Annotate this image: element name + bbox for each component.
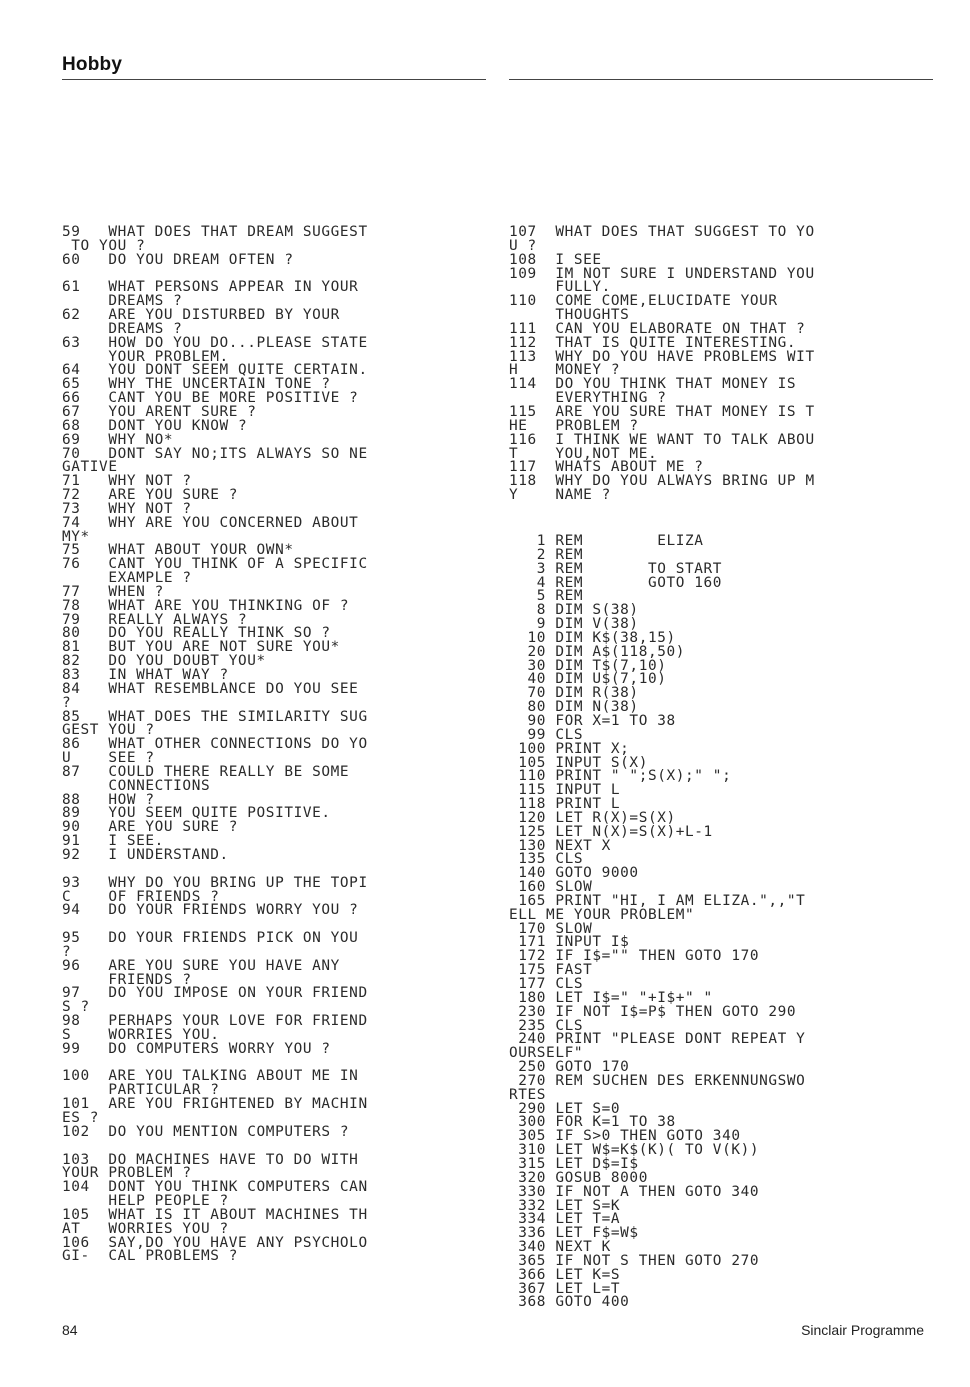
magazine-name: Sinclair Programme xyxy=(801,1322,924,1338)
listing-right-column-top: 107 WHAT DOES THAT SUGGEST TO YO U ? 108 I SEE 109 IM NOT SURE I UNDERSTAND YOU FULLY. 110 COME COME,ELUCIDATE YOUR THOUGHTS 111 CAN YOU ELABORATE ON THAT ? 112 THAT IS QUITE INTERESTING. 113 WHY DO YOU HAVE PROBLEMS WIT H MONEY ? 114 DO YOU THINK THAT MONEY IS EVERYTHING ? 115 ARE YOU SURE THAT MONEY IS T HE PROBLEM ? 116 I THINK WE WANT TO TALK ABOU T YOU,NOT ME. 117 WHATS ABOUT ME ? 118 WHY DO YOU ALWAYS BRING UP M Y NAME ? xyxy=(509,224,815,504)
header-rule-left xyxy=(62,79,486,80)
page-number: 84 xyxy=(62,1322,78,1338)
header-rule-right xyxy=(509,79,933,80)
listing-right-column-bottom: 1 REM ELIZA 2 REM 3 REM TO START 4 REM GOTO 160 5 REM 8 DIM S(38) 9 DIM V(38) 10 DIM K$(38,15) 20 DIM A$(118,50) 30 DIM T$(7,10) 40 DIM U$(7,10) 70 DIM R(38) 80 DIM N(38) 90 FOR X=1 TO 38 99 CLS 100 PRINT X; 105 INPUT S(X) 110 PRINT " ";S(X);" "; 115 INPUT L 118 PRINT L 120 LET R(X)=S(X) 125 LET N(X)=S(X)+L-1 130 NEXT X 135 CLS 140 GOTO 9000 160 SLOW 165 PRINT "HI, I AM ELIZA.",,"T ELL ME YOUR PROBLEM" 170 SLOW 171 INPUT I$ 172 IF I$="" THEN GOTO 170 175 FAST 177 CLS 180 LET I$=" "+I$+" " 230 IF NOT I$=P$ THEN GOTO 290 235 CLS 240 PRINT "PLEASE DONT REPEAT Y OURSELF" 250 GOTO 170 270 REM SUCHEN DES ERKENNUNGSWO RTES 290 LET S=0 300 FOR K=1 TO 38 305 IF S>0 THEN GOTO 340 310 LET W$=K$(K)( TO V(K)) 315 LET D$=I$ 320 GOSUB 8000 330 IF NOT A THEN GOTO 340 332 LET S=K 334 LET T=A 336 LET F$=W$ 340 NEXT K 365 IF NOT S THEN GOTO 270 366 LET K=S 367 LET L=T 368 GOTO 400 xyxy=(509,533,806,1311)
listing-left-column: 59 WHAT DOES THAT DREAM SUGGEST TO YOU ? 60 DO YOU DREAM OFTEN ? 61 WHAT PERSONS APPEAR IN YOUR DREAMS ? 62 ARE YOU DISTURBED BY YOUR DREAMS ? 63 HOW DO YOU DO...PLEASE STATE YOUR PROBLEM. 64 YOU DONT SEEM QUITE CERTAIN. 65 WHY THE UNCERTAIN TONE ? 66 CANT YOU BE MORE POSITIVE ? 67 YOU ARENT SURE ? 68 DONT YOU KNOW ? 69 WHY NO* 70 DONT SAY NO;ITS ALWAYS SO NE GATIVE 71 WHY NOT ? 72 ARE YOU SURE ? 73 WHY NOT ? 74 WHY ARE YOU CONCERNED ABOUT MY* 75 WHAT ABOUT YOUR OWN* 76 CANT YOU THINK OF A SPECIFIC EXAMPLE ? 77 WHEN ? 78 WHAT ARE YOU THINKING OF ? 79 REALLY ALWAYS ? 80 DO YOU REALLY THINK SO ? 81 BUT YOU ARE NOT SURE YOU* 82 DO YOU DOUBT YOU* 83 IN WHAT WAY ? 84 WHAT RESEMBLANCE DO YOU SEE ? 85 WHAT DOES THE SIMILARITY SUG GEST YOU ? 86 WHAT OTHER CONNECTIONS DO YO U SEE ? 87 COULD THERE REALLY BE SOME CONNECTIONS 88 HOW ? 89 YOU SEEM QUITE POSITIVE. 90 ARE YOU SURE ? 91 I SEE. 92 I UNDERSTAND. 93 WHY DO YOU BRING UP THE TOPI C OF FRIENDS ? 94 DO YOUR FRIENDS WORRY YOU ? 95 DO YOUR FRIENDS PICK ON YOU ? 96 ARE YOU SURE YOU HAVE ANY FRIENDS ? 97 DO YOU IMPOSE ON YOUR FRIEND S ? 98 PERHAPS YOUR LOVE FOR FRIEND S WORRIES YOU. 99 DO COMPUTERS WORRY YOU ? 100 ARE YOU TALKING ABOUT ME IN PARTICULAR ? 101 ARE YOU FRIGHTENED BY MACHIN ES ? 102 DO YOU MENTION COMPUTERS ? 103 DO MACHINES HAVE TO DO WITH YOUR PROBLEM ? 104 DONT YOU THINK COMPUTERS CAN HELP PEOPLE ? 105 WHAT IS IT ABOUT MACHINES TH AT WORRIES YOU ? 106 SAY,DO YOU HAVE ANY PSYCHOLO GI- CAL PROBLEMS ? xyxy=(62,224,368,1265)
section-title: Hobby xyxy=(62,54,123,75)
